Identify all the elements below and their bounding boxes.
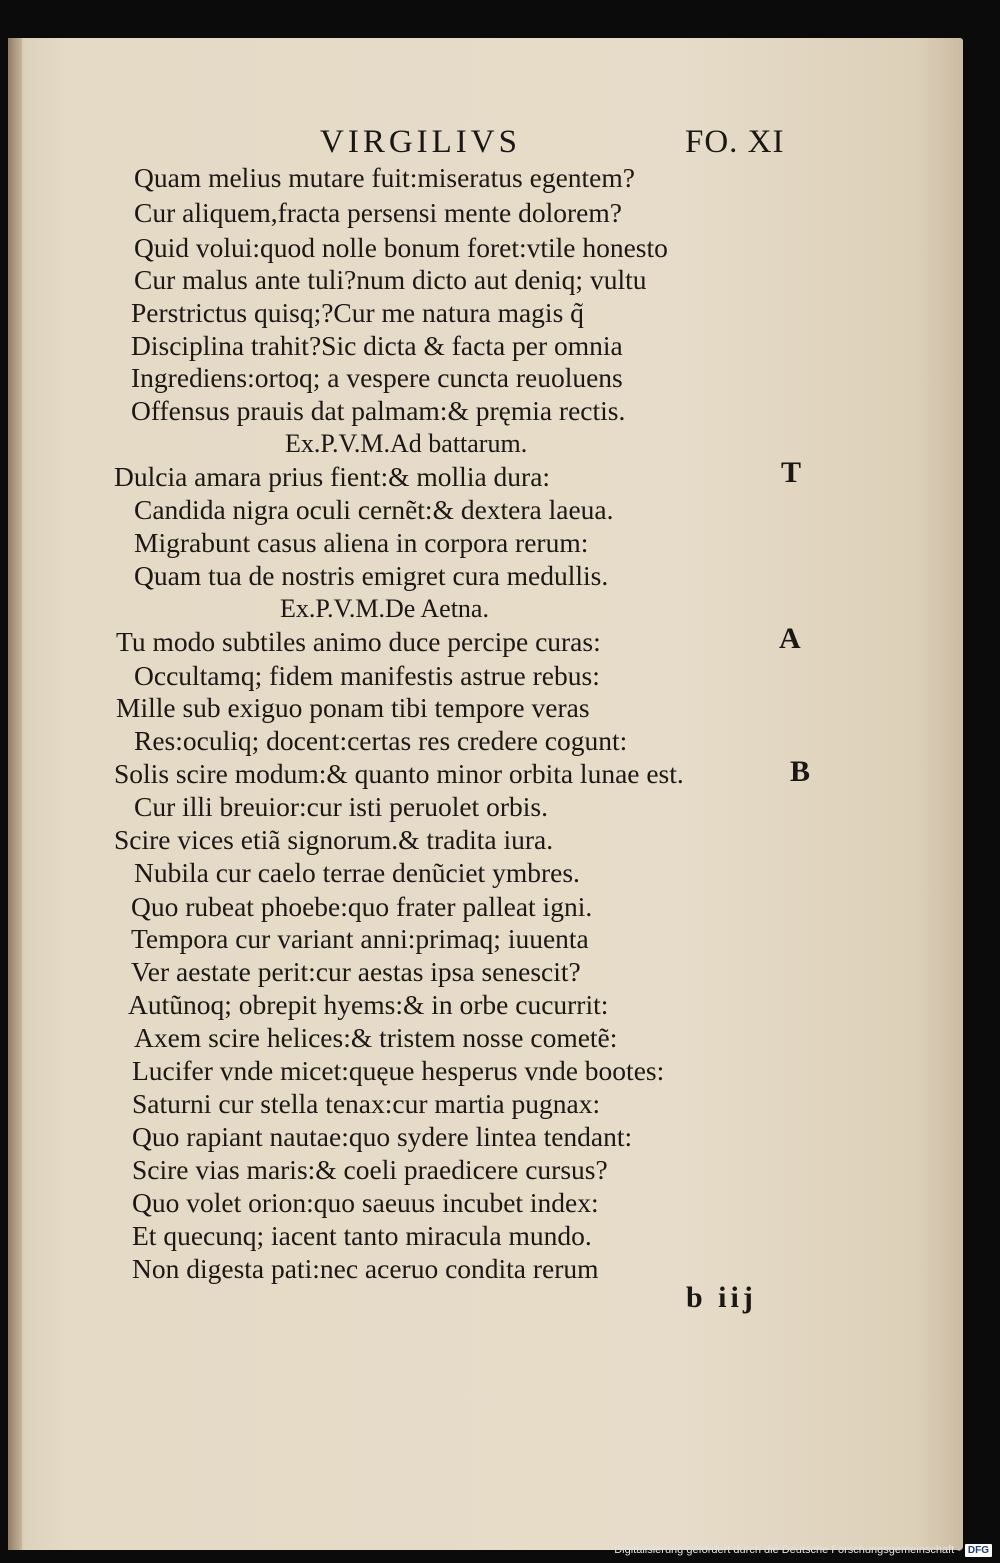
verse-line: Axem scire helices:& tristem nosse cometẽ:: [134, 1022, 618, 1053]
verse-line: Tempora cur variant anni:primaq; iuuenta: [131, 923, 589, 954]
verse-line: Quam tua de nostris emigret cura medullis.: [134, 560, 609, 591]
verse-line: Quam melius mutare fuit:miseratus egentem?: [134, 162, 635, 193]
signature-mark: b iij: [686, 1281, 757, 1314]
marginal-letter-b: B: [790, 755, 811, 788]
verse-line: Solis scire modum:& quanto minor orbita lunae est.: [114, 758, 684, 789]
verse-line: Migrabunt casus aliena in corpora rerum:: [134, 527, 589, 558]
digitization-footer: [614, 1542, 992, 1558]
verse-line: Scire vias maris:& coeli praedicere cursus?: [132, 1154, 608, 1185]
verse-line: Scire vices etiã signorum.& tradita iura.: [114, 824, 554, 855]
verse-line: Perstrictus quisq;?Cur me natura magis q̃: [131, 297, 584, 328]
verse-line: Occultamq; fidem manifestis astrue rebus:: [134, 660, 600, 691]
verse-line: Quid volui:quod nolle bonum foret:vtile honesto: [134, 232, 668, 263]
running-title: VIRGILIVS: [320, 124, 521, 160]
verse-line: Cur aliquem,fracta persensi mente dolorem?: [134, 197, 622, 228]
page-header: [8, 124, 963, 164]
marginal-letter-t: T: [781, 456, 802, 489]
verse-line: Autũnoq; obrepit hyems:& in orbe cucurrit:: [128, 989, 609, 1020]
dfg-logo-icon: DFG: [965, 1544, 992, 1557]
section-heading: Ex.P.V.M.Ad battarum.: [285, 429, 528, 458]
verse-line: Cur malus ante tuli?num dicto aut deniq; vultu: [134, 264, 647, 295]
page-gutter: [8, 38, 22, 1550]
verse-line: Lucifer vnde micet:quęue hesperus vnde bootes:: [132, 1055, 665, 1086]
section-heading: Ex.P.V.M.De Aetna.: [280, 594, 489, 623]
marginal-letter-a: A: [779, 622, 801, 655]
verse-line: Disciplina trahit?Sic dicta & facta per omnia: [131, 330, 623, 361]
verse-line: Offensus prauis dat palmam:& pręmia rectis.: [131, 395, 626, 426]
verse-line: Res:oculiq; docent:certas res credere cogunt:: [134, 725, 628, 756]
folio-number: FO. XI: [685, 124, 785, 160]
verse-line: Quo rapiant nautae:quo sydere lintea tendant:: [132, 1121, 633, 1152]
verse-line: Tu modo subtiles animo duce percipe curas:: [116, 626, 601, 657]
book-page: [8, 38, 963, 1550]
verse-line: Quo volet orion:quo saeuus incubet index:: [132, 1187, 599, 1218]
verse-line: Et quecunq; iacent tanto miracula mundo.: [132, 1220, 592, 1251]
footer-credit: Digitalisierung gefördert durch die Deutsche Forschungsgemeinschaft -: [614, 1544, 961, 1556]
verse-line: Ver aestate perit:cur aestas ipsa senescit?: [131, 956, 581, 987]
verse-line: Nubila cur caelo terrae denũciet ymbres.: [134, 857, 580, 888]
verse-line: Non digesta pati:nec aceruo condita rerum: [132, 1253, 599, 1284]
verse-line: Ingrediens:ortoq; a vespere cuncta reuoluens: [131, 362, 623, 393]
verse-line: Candida nigra oculi cernẽt:& dextera laeua.: [134, 494, 614, 525]
verse-line: Cur illi breuior:cur isti peruolet orbis.: [134, 791, 548, 822]
verse-line: Saturni cur stella tenax:cur martia pugnax:: [132, 1088, 601, 1119]
verse-line: Dulcia amara prius fient:& mollia dura:: [114, 461, 551, 492]
verse-line: Mille sub exiguo ponam tibi tempore veras: [116, 692, 590, 723]
verse-line: Quo rubeat phoebe:quo frater palleat igni.: [131, 891, 593, 922]
